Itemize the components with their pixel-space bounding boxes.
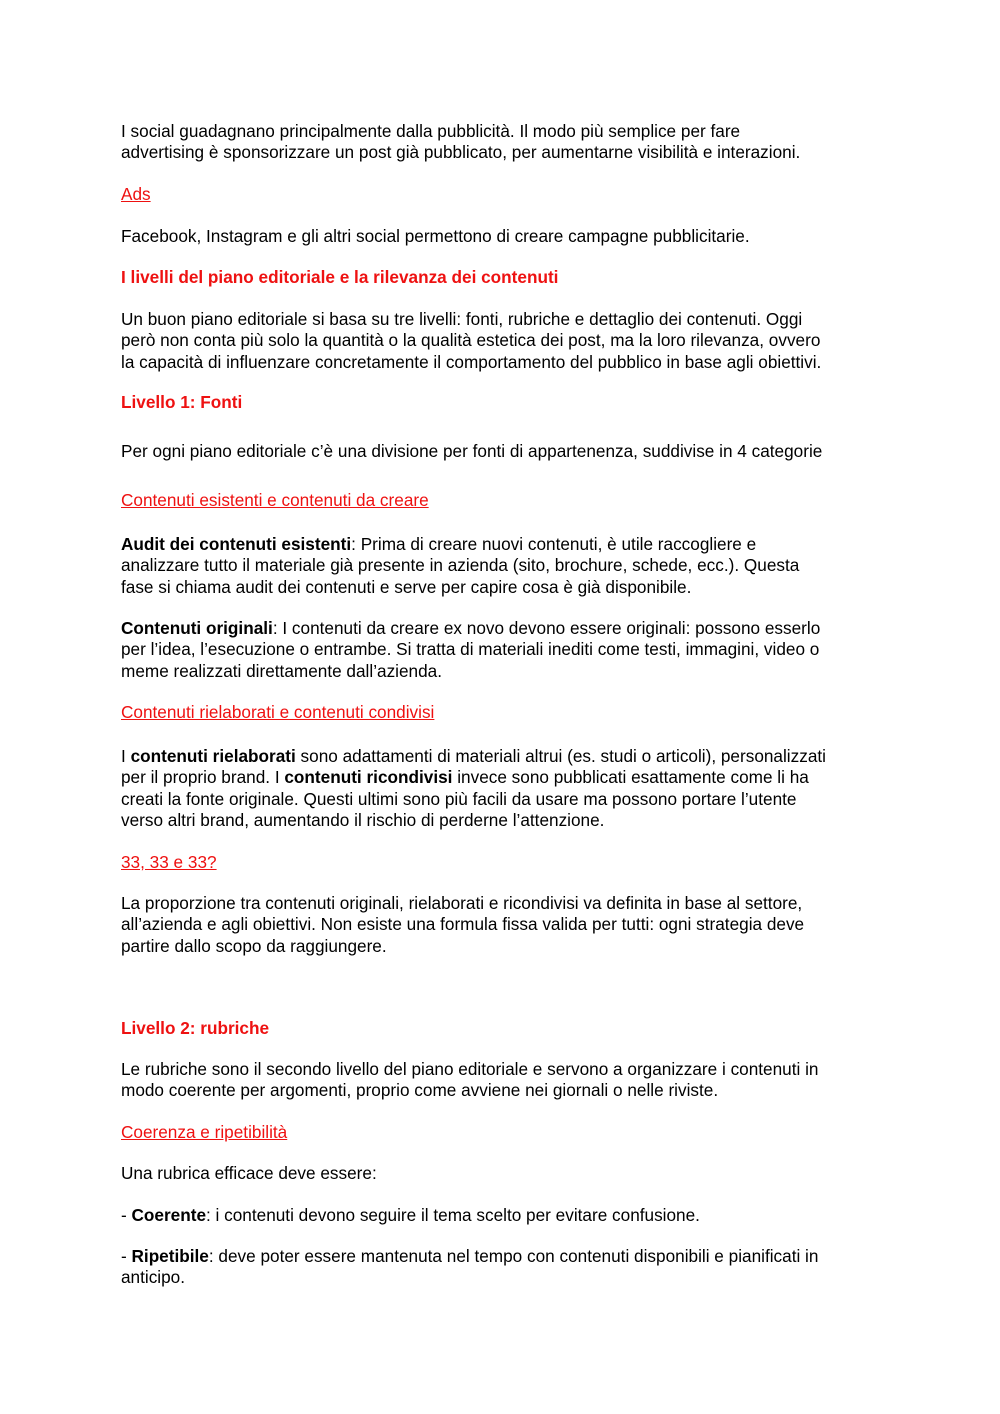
proporzione-line-1: La proporzione tra contenuti originali, rielaborati e ricondivisi va definita in base al settore, — [121, 893, 803, 913]
ripetibile-item — [121, 1246, 891, 1289]
ads-link[interactable]: Ads — [121, 184, 151, 204]
rielaborati-line-1: sono adattamenti di materiali altrui (es. studi o articoli), personalizzati — [295, 746, 826, 766]
rubriche-line-1: Le rubriche sono il secondo livello del piano editoriale e servono a organizzare i contenuti in — [121, 1059, 819, 1079]
piano-line-3: la capacità di influenzare concretamente il comportamento del pubblico in base agli obiettivi. — [121, 351, 822, 372]
efficace-paragraph: Una rubrica efficace deve essere: — [121, 1163, 377, 1183]
proporzione-line-2: all’azienda e agli obiettivi. Non esiste una formula fissa valida per tutti: ogni strategia deve — [121, 914, 805, 935]
fonti-paragraph: Per ogni piano editoriale c’è una divisione per fonti di appartenenza, suddivise in 4 categorie — [121, 441, 823, 461]
ricondivisi-term: contenuti ricondivisi — [284, 767, 453, 788]
link-contenuti-esistenti[interactable]: Contenuti esistenti e contenuti da creare — [121, 490, 429, 510]
audit-line-2: analizzare tutto il materiale già presente in azienda (sito, brochure, schede, ecc.). Questa — [121, 555, 800, 576]
rielaborati-line-4: verso altri brand, aumentando il rischio di perderne l’attenzione. — [121, 809, 605, 830]
ripetibile-line-1: : deve poter essere mantenuta nel tempo con contenuti disponibili e pianificati in — [208, 1246, 819, 1266]
intro-line-1: I social guadagnano principalmente dalla pubblicità. Il modo più semplice per fare — [121, 121, 741, 141]
intro-paragraph — [121, 121, 891, 164]
originali-line-2: per l’idea, l’esecuzione o entrambe. Si tratta di materiali inediti come testi, immagini, video o — [121, 639, 820, 660]
coerente-dash: - — [121, 1205, 132, 1225]
audit-paragraph — [121, 534, 891, 598]
originali-line-1: : I contenuti da creare ex novo devono essere originali: possono esserlo — [272, 618, 821, 638]
originali-term: Contenuti originali — [121, 618, 273, 638]
ripetibile-line-2: anticipo. — [121, 1267, 186, 1288]
rielaborati-paragraph — [121, 746, 891, 831]
piano-paragraph — [121, 309, 891, 373]
rielaborati-line-3: creati la fonte originale. Questi ultimi sono più facili da usare ma possono portare l’utente — [121, 788, 797, 809]
link-coerenza[interactable]: Coerenza e ripetibilità — [121, 1122, 288, 1142]
ripetibile-dash: - — [121, 1246, 132, 1266]
rielaborati-line-2a: per il proprio brand. I — [121, 767, 285, 788]
link-contenuti-rielaborati[interactable]: Contenuti rielaborati e contenuti condivisi — [121, 702, 435, 722]
coerente-text: : i contenuti devono seguire il tema scelto per evitare confusione. — [206, 1205, 700, 1225]
proporzione-paragraph — [121, 893, 891, 957]
heading-livello-2: Livello 2: rubriche — [121, 1018, 270, 1038]
audit-line-3: fase si chiama audit dei contenuti e serve per capire cosa è già disponibile. — [121, 576, 692, 597]
piano-line-2: però non conta più solo la quantità o la qualità estetica dei post, ma la loro rilevanza, ovvero — [121, 330, 821, 351]
rubriche-line-2: modo coerente per argomenti, proprio come avviene nei giornali o nelle riviste. — [121, 1080, 719, 1101]
proporzione-line-3: partire dallo scopo da raggiungere. — [121, 935, 387, 956]
rielaborati-prefix: I — [121, 746, 131, 766]
heading-livelli: I livelli del piano editoriale e la rilevanza dei contenuti — [121, 267, 559, 287]
rielaborati-line-2b: invece sono pubblicati esattamente come li ha — [452, 767, 809, 788]
coerente-term: Coerente — [131, 1205, 206, 1225]
rielaborati-term: contenuti rielaborati — [130, 746, 296, 766]
ripetibile-term: Ripetibile — [131, 1246, 209, 1266]
piano-line-1: Un buon piano editoriale si basa su tre livelli: fonti, rubriche e dettaglio dei contenuti. Oggi — [121, 309, 803, 329]
intro-line-2: advertising è sponsorizzare un post già pubblicato, per aumentarne visibilità e interazioni. — [121, 142, 801, 163]
link-33[interactable]: 33, 33 e 33? — [121, 852, 217, 872]
audit-line-1: : Prima di creare nuovi contenuti, è utile raccogliere e — [351, 534, 757, 554]
originali-paragraph — [121, 618, 891, 682]
coerente-item — [121, 1205, 891, 1226]
rubriche-paragraph — [121, 1059, 891, 1102]
audit-term: Audit dei contenuti esistenti — [121, 534, 352, 554]
facebook-paragraph: Facebook, Instagram e gli altri social permettono di creare campagne pubblicitarie. — [121, 226, 750, 246]
originali-line-3: meme realizzati direttamente dall’azienda. — [121, 660, 442, 681]
heading-livello-1: Livello 1: Fonti — [121, 392, 243, 412]
